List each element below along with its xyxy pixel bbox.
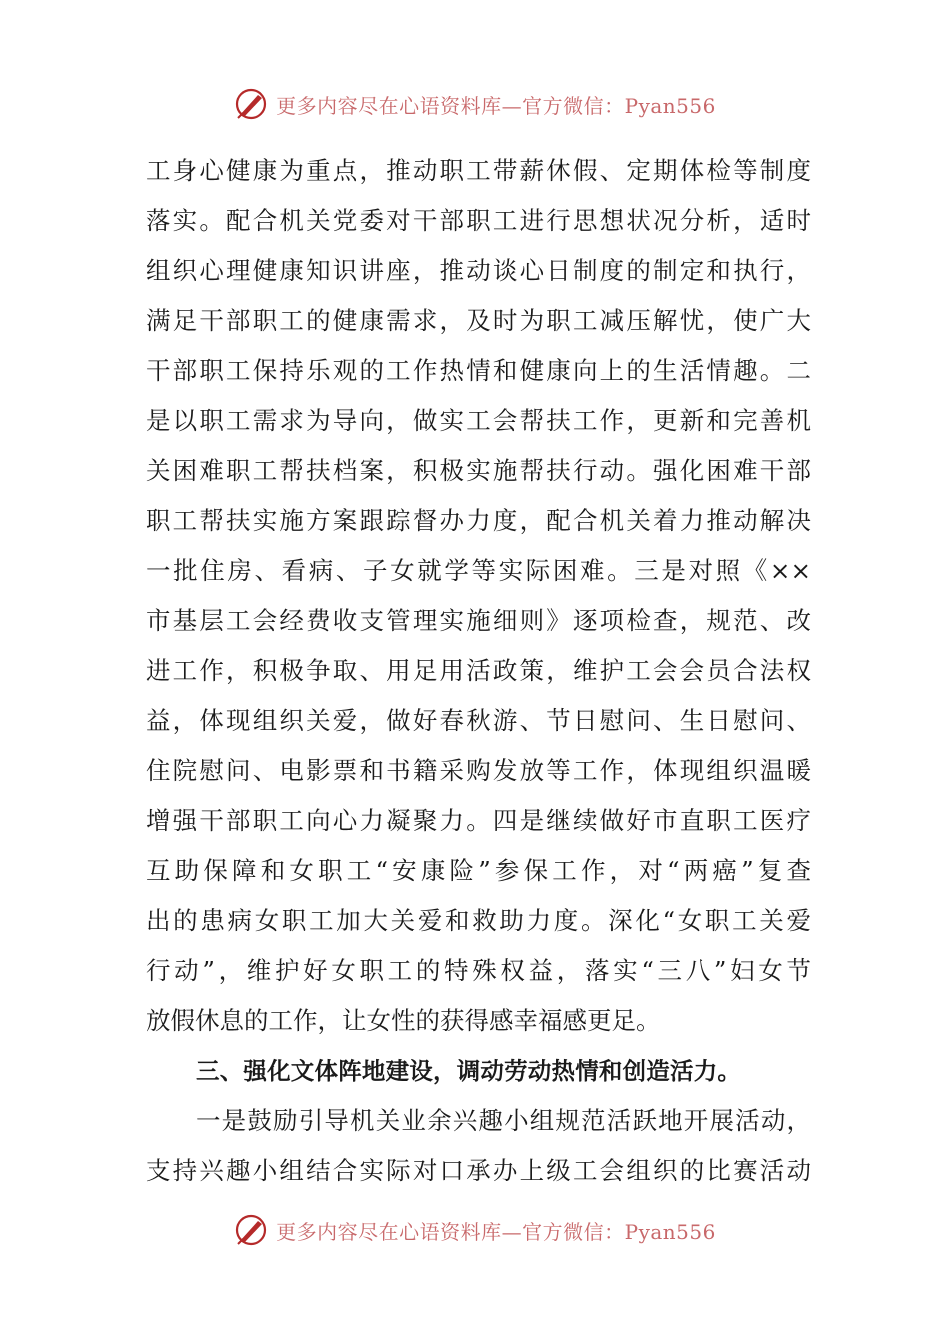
section-line: 支持兴趣小组结合实际对口承办上级工会组织的比赛活动 (146, 1156, 811, 1185)
paragraph-line: 一批住房、看病、子女就学等实际困难。三是对照《×× (146, 556, 811, 585)
paragraph-line: 互助保障和女职工“安康险”参保工作，对“两癌”复查 (146, 856, 811, 885)
document-body (146, 146, 811, 1196)
paragraph-line: 行动”，维护好女职工的特殊权益，落实“三八”妇女节 (146, 956, 811, 985)
section-heading: 三、强化文体阵地建设，调动劳动热情和创造活力。 (196, 1057, 742, 1085)
paragraph-line: 组织心理健康知识讲座，推动谈心日制度的制定和执行， (146, 256, 811, 285)
footer-banner (0, 1208, 950, 1252)
paragraph-line: 增强干部职工向心力凝聚力。四是继续做好市直职工医疗 (146, 806, 811, 835)
paragraph-line: 是以职工需求为导向，做实工会帮扶工作，更新和完善机 (146, 406, 811, 435)
paragraph-line: 出的患病女职工加大关爱和救助力度。深化“女职工关爱 (146, 906, 811, 935)
paragraph-line: 关困难职工帮扶档案，积极实施帮扶行动。强化困难干部 (146, 456, 811, 485)
section-line: 一是鼓励引导机关业余兴趣小组规范活跃地开展活动， (196, 1106, 811, 1135)
paragraph-line: 市基层工会经费收支管理实施细则》逐项检查，规范、改 (146, 606, 811, 635)
paragraph-line: 满足干部职工的健康需求，及时为职工减压解忧，使广大 (146, 306, 811, 335)
paragraph-line: 职工帮扶实施方案跟踪督办力度，配合机关着力推动解决 (146, 506, 811, 535)
paragraph-line: 工身心健康为重点，推动职工带薪休假、定期体检等制度 (146, 156, 811, 185)
header-banner-text: 更多内容尽在心语资料库—官方微信：Pyan556 (276, 93, 716, 118)
paragraph-line-last: 放假休息的工作，让女性的获得感幸福感更足。 (146, 1006, 661, 1035)
pen-logo-icon (234, 87, 268, 121)
footer-banner-text: 更多内容尽在心语资料库—官方微信：Pyan556 (276, 1219, 716, 1244)
paragraph-line: 干部职工保持乐观的工作热情和健康向上的生活情趣。二 (146, 356, 811, 385)
paragraph-line: 进工作，积极争取、用足用活政策，维护工会会员合法权 (146, 656, 811, 685)
paragraph-line: 益，体现组织关爱，做好春秋游、节日慰问、生日慰问、 (146, 706, 811, 735)
paragraph-line: 住院慰问、电影票和书籍采购发放等工作，体现组织温暖 (146, 756, 811, 785)
pen-logo-icon (234, 1213, 268, 1247)
header-banner (0, 82, 950, 126)
paragraph-line: 落实。配合机关党委对干部职工进行思想状况分析，适时 (146, 206, 811, 235)
